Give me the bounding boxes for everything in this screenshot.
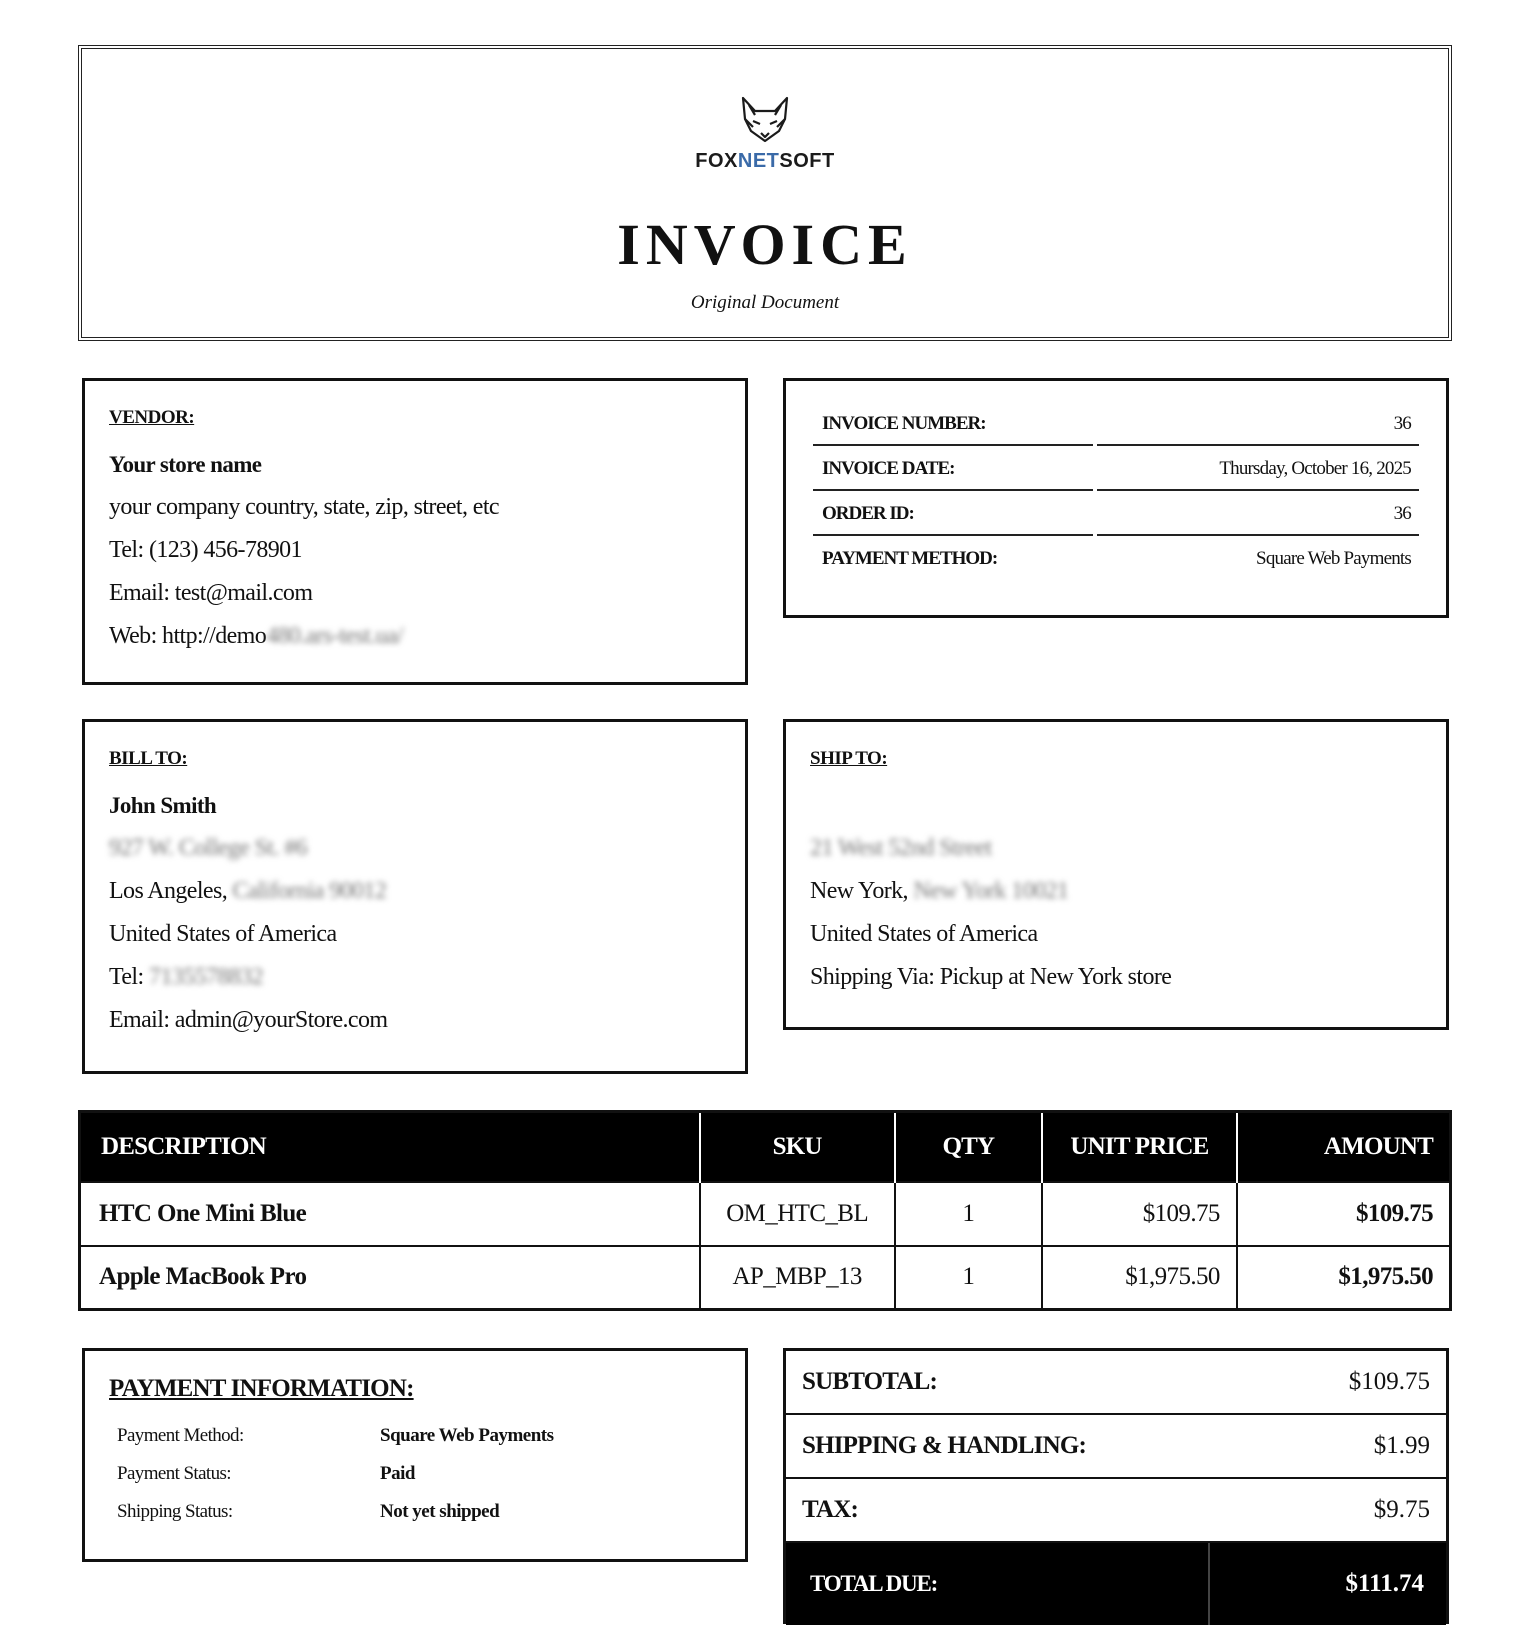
totals-section (783, 1348, 1449, 1624)
meta-value: Square Web Payments (1256, 548, 1411, 569)
invoice-meta-section (783, 378, 1449, 618)
bill-to-section (82, 719, 748, 1074)
vendor-web-redacted: 480.ars-test.ua/ (266, 623, 404, 649)
column-header-qty: QTY (895, 1112, 1043, 1182)
item-qty: 1 (895, 1182, 1043, 1246)
meta-label: PAYMENT METHOD: (822, 548, 998, 569)
column-header-description: DESCRIPTION (80, 1112, 700, 1182)
bill-to-country: United States of America (109, 921, 337, 947)
column-header-sku: SKU (700, 1112, 895, 1182)
fox-head-icon (735, 95, 795, 145)
table-row (80, 1246, 1451, 1310)
company-logo (82, 95, 1448, 173)
column-header-unit-price: UNIT PRICE (1042, 1112, 1237, 1182)
bill-to-tel-label: Tel: (109, 964, 144, 990)
meta-value: 36 (1097, 491, 1419, 536)
meta-row-invoice-date (813, 446, 1419, 491)
bill-to-region: California 90012 (232, 878, 387, 904)
item-description: HTC One Mini Blue (80, 1182, 700, 1246)
bill-to-city (109, 870, 721, 913)
vendor-name: Your store name (109, 452, 262, 477)
item-unit-price: $109.75 (1042, 1182, 1237, 1246)
bill-to-tel (109, 956, 721, 999)
item-sku: OM_HTC_BL (700, 1182, 895, 1246)
logo-wordmark (82, 150, 1448, 173)
meta-label: INVOICE DATE: (813, 446, 1093, 491)
vendor-web (109, 615, 721, 658)
ship-to-section (783, 719, 1449, 1030)
logo-word-suffix: SOFT (779, 150, 835, 172)
item-description: Apple MacBook Pro (80, 1246, 700, 1310)
totals-row-subtotal (786, 1351, 1446, 1415)
page-title: INVOICE (617, 212, 913, 277)
items-table (78, 1110, 1452, 1311)
ship-to-street: 21 West 52nd Street (810, 835, 992, 861)
payment-info-row (109, 1493, 721, 1531)
total-due-label: TOTAL DUE: (786, 1543, 1210, 1625)
payment-info-value: Not yet shipped (380, 1501, 500, 1522)
meta-label: INVOICE NUMBER: (813, 401, 1093, 446)
ship-to-region: New York 10021 (913, 878, 1069, 904)
meta-label: ORDER ID: (813, 491, 1093, 536)
logo-word-prefix: FOX (695, 150, 738, 172)
bill-to-name: John Smith (109, 793, 217, 818)
total-due-row (786, 1543, 1446, 1625)
payment-info-row (109, 1455, 721, 1493)
ship-to-heading: SHIP TO: (810, 748, 888, 769)
bill-to-heading: BILL TO: (109, 748, 188, 769)
totals-row-shipping (786, 1415, 1446, 1479)
totals-label: SUBTOTAL: (802, 1368, 937, 1395)
logo-word-accent: NET (737, 150, 780, 172)
bill-to-email: Email: admin@yourStore.com (109, 1007, 388, 1033)
payment-info-label: Shipping Status: (117, 1501, 233, 1522)
page-subtitle: Original Document (690, 292, 840, 313)
meta-value: 36 (1097, 401, 1419, 446)
bill-to-city-text: Los Angeles, (109, 878, 228, 904)
item-unit-price: $1,975.50 (1042, 1246, 1237, 1310)
payment-info-section (82, 1348, 748, 1562)
ship-to-city (810, 870, 1422, 913)
invoice-header (78, 45, 1452, 341)
items-header-row (80, 1112, 1451, 1182)
vendor-heading: VENDOR: (109, 407, 195, 428)
totals-row-tax (786, 1479, 1446, 1543)
payment-info-label: Payment Status: (117, 1463, 231, 1484)
payment-info-value: Paid (380, 1463, 415, 1484)
table-row (80, 1182, 1451, 1246)
vendor-email: Email: test@mail.com (109, 580, 313, 606)
total-due-value: $111.74 (1345, 1570, 1424, 1597)
payment-info-row (109, 1417, 721, 1455)
vendor-section (82, 378, 748, 685)
meta-row-invoice-number (813, 401, 1419, 446)
item-sku: AP_MBP_13 (700, 1246, 895, 1310)
totals-value: $9.75 (1373, 1496, 1430, 1523)
bill-to-street: 927 W. College St. #6 (109, 835, 308, 861)
vendor-web-text: Web: http://demo (109, 623, 267, 649)
totals-label: SHIPPING & HANDLING: (802, 1432, 1087, 1459)
payment-info-label: Payment Method: (117, 1425, 244, 1446)
totals-label: TAX: (802, 1496, 859, 1523)
payment-info-value: Square Web Payments (380, 1425, 554, 1446)
item-amount: $1,975.50 (1237, 1246, 1451, 1310)
ship-to-shipping: Shipping Via: Pickup at New York store (810, 964, 1172, 990)
meta-row-order-id (813, 491, 1419, 536)
item-amount: $109.75 (1237, 1182, 1451, 1246)
ship-to-city-text: New York, (810, 878, 908, 904)
vendor-tel: Tel: (123) 456-78901 (109, 537, 302, 563)
meta-row-payment-method (813, 536, 1419, 581)
item-qty: 1 (895, 1246, 1043, 1310)
payment-info-heading: PAYMENT INFORMATION: (109, 1375, 414, 1402)
vendor-address: your company country, state, zip, street, etc (109, 494, 499, 520)
totals-value: $1.99 (1373, 1432, 1430, 1459)
totals-value: $109.75 (1348, 1368, 1430, 1395)
ship-to-country: United States of America (810, 921, 1038, 947)
column-header-amount: AMOUNT (1237, 1112, 1451, 1182)
bill-to-tel-value: 7135578832 (148, 964, 263, 990)
meta-value: Thursday, October 16, 2025 (1097, 446, 1419, 491)
